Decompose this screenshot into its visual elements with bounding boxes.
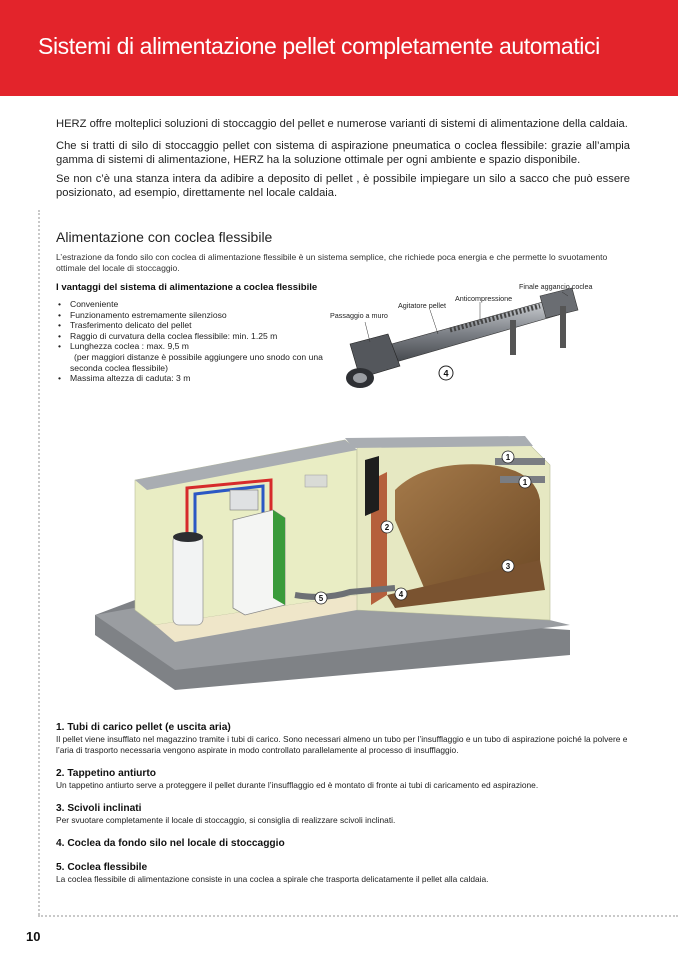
marker-4-label: 4 [443, 368, 449, 379]
svg-text:4: 4 [398, 590, 404, 599]
item-loading-pipes: 1. Tubi di carico pellet (e uscita aria) Il pellet viene insufflato nel magazzino tramite i tubi di carico. Sono necessari almeno un tubo per l’insufflaggio e un tubo di aspirazione poiché la polvere e l’aria di trasporto necessaria vengono aspirate in modo controllato parallelamente al processo di insufflaggio. [56, 722, 628, 755]
list-item: • Trasferimento delicato del pellet [56, 320, 346, 331]
auger-diagram [330, 280, 630, 400]
intro-text [56, 117, 630, 208]
label-leader [430, 310, 438, 334]
list-item: • Lunghezza coclea : max. 9,5 m (per maggiori distanze è possibile aggiungere uno snodo con una seconda coclea flessibile) [56, 341, 346, 373]
marker-1b [519, 476, 531, 488]
svg-text:1: 1 [522, 478, 528, 487]
intro-paragraph: HERZ offre molteplici soluzioni di stoccaggio del pellet e numerose varianti di sistemi di alimentazione della caldaia. [56, 118, 628, 130]
svg-text:1: 1 [505, 453, 511, 462]
room-diagram [95, 420, 575, 695]
wall-passage-opening [353, 373, 367, 383]
water-tank [173, 535, 203, 625]
item-silo-auger: 4. Coclea da fondo silo nel locale di stoccaggio [56, 838, 285, 849]
auger-support [510, 320, 516, 355]
list-item: • Conveniente [56, 299, 346, 310]
item-flexible-auger: 5. Coclea flessibile La coclea flessibile di alimentazione consiste in una coclea a spirale che trasporta delicatamente il pellet alla caldaia. [56, 862, 489, 884]
svg-text:2: 2 [384, 523, 390, 532]
item-impact-mat: 2. Tappetino antiurto Un tappetino antiurto serve a proteggere il pellet durante l’insufflaggio ed è montato di fronte ai tubi di caricamento ed aspirazione. [56, 768, 539, 790]
label-leader [365, 322, 370, 342]
label-wall-passage: Passaggio a muro [330, 311, 388, 320]
marker-2 [381, 521, 393, 533]
air-vent [305, 475, 327, 487]
marker-1a [502, 451, 514, 463]
list-item: • Funzionamento estremamente silenzioso [56, 310, 346, 321]
intro-paragraph: Se non c’è una stanza intera da adibire a deposito di pellet , è possibile impiegare un silo a sacco che può essere posizionato, ad esempio, direttamente nel locale caldaia. [56, 172, 630, 200]
control-box [230, 490, 258, 510]
length-note: (per maggiori distanze è possibile aggiungere uno snodo con una [74, 351, 323, 362]
intro-paragraph: Che si tratti di silo di stoccaggio pellet con sistema di aspirazione pneumatica o coclea flessibile: grazie all’ampia gamma di sistemi di alimentazione, HERZ ha la soluzione ottimale per ogni ambiente e spazio disponibile. [56, 139, 630, 167]
svg-text:5: 5 [318, 594, 324, 603]
marker-3 [502, 560, 514, 572]
numbered-items [56, 722, 636, 897]
marker-4 [395, 588, 407, 600]
label-anti-compression: Anticompressione [455, 294, 513, 303]
advantages-list [56, 299, 346, 384]
page-number: 10 [26, 929, 41, 944]
dotted-border-left [38, 210, 40, 915]
list-item: • Raggio di curvatura della coclea flessibile: min. 1.25 m [56, 331, 346, 342]
svg-text:3: 3 [505, 562, 511, 571]
auger-end-coupling [540, 288, 578, 318]
length-note: seconda coclea flessibile) [70, 362, 168, 373]
water-tank-top [173, 532, 203, 542]
boiler-panel [273, 510, 285, 605]
label-end-coupling: Finale aggancio coclea [519, 282, 593, 291]
section-description: L’estrazione da fondo silo con coclea di alimentazione flessibile è un sistema semplice, che richiede poca energia e che permette lo svuotamento ottimale del locale di stoccaggio. [56, 252, 608, 273]
header-banner [0, 0, 678, 96]
page-title: Sistemi di alimentazione pellet completamente automatici [38, 33, 600, 59]
auger-support [560, 306, 566, 348]
item-inclined-chutes: 3. Scivoli inclinati Per svuotare completamente il locale di stoccaggio, si consiglia di realizzare scivoli inclinati. [56, 803, 396, 825]
dotted-border-bottom [38, 915, 678, 917]
marker-5 [315, 592, 327, 604]
list-item: • Massima altezza di caduta: 3 m [56, 373, 346, 384]
label-agitator: Agitatore pellet [398, 301, 446, 310]
section-title: Alimentazione con coclea flessibile [56, 229, 273, 245]
wall-top [345, 436, 533, 448]
impact-mat [365, 456, 379, 516]
advantages-title: I vantaggi del sistema di alimentazione a coclea flessibile [56, 282, 318, 293]
